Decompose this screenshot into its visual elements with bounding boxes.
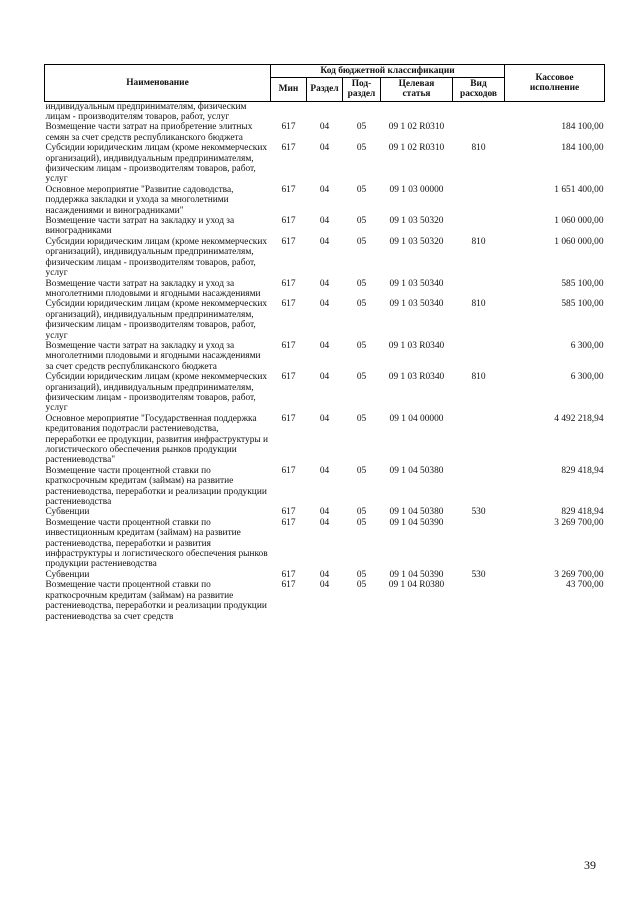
- cell-min: 617: [281, 299, 296, 310]
- cell-section: 04: [319, 507, 330, 518]
- table-row: [45, 466, 605, 508]
- cell-min: 617: [281, 216, 296, 227]
- cell-target: 09 1 02 R0310: [388, 143, 445, 154]
- cell-target: 09 1 04 50390: [389, 517, 444, 528]
- cell-expense-type: [453, 122, 505, 143]
- cell-name: Возмещение части процентной ставки по краткосрочным кредитам (займам) на развитие растениеводства, переработки и реализации продукции растениеводства за счет средств: [45, 580, 267, 622]
- cell-name: индивидуальным предпринимателям, физическим лицам - производителям товаров, работ, услуг: [45, 101, 247, 123]
- cell-name: Субвенции: [45, 569, 90, 580]
- cell-subsection: 05: [356, 278, 367, 289]
- cell-expense-type: [453, 185, 505, 216]
- cell-subsection: 05: [356, 465, 367, 476]
- cell-expense-type: 530: [471, 507, 486, 518]
- header-cash: Кассовое исполнение: [505, 65, 605, 102]
- cell-section: 04: [319, 580, 330, 591]
- cell-target: 09 1 04 50390: [389, 569, 444, 580]
- cell-amount: 184 100,00: [561, 122, 604, 133]
- cell-subsection: 05: [356, 372, 367, 383]
- cell-name: Возмещение части процентной ставки по краткосрочным кредитам (займам) на развитие растениеводства, переработки и реализации продукции растениеводства: [45, 465, 267, 508]
- cell-min: 617: [281, 517, 296, 528]
- cell-min: 617: [281, 465, 296, 476]
- cell-amount: 3 269 700,00: [554, 569, 604, 580]
- cell-expense-type: [453, 341, 505, 372]
- cell-expense-type: [453, 466, 505, 508]
- cell-min: 617: [281, 569, 296, 580]
- cell-target: 09 1 03 50340: [389, 278, 444, 289]
- cell-target: 09 1 03 00000: [389, 184, 444, 195]
- cell-min: 617: [281, 413, 296, 424]
- cell-min: 617: [281, 184, 296, 195]
- cell-section: 04: [319, 517, 330, 528]
- cell-min: 617: [281, 143, 296, 154]
- table-row: [45, 122, 605, 143]
- table-row: [45, 372, 605, 414]
- cell-amount: 4 492 218,94: [554, 413, 604, 424]
- cell-name: Возмещение части затрат на закладку и уход за многолетними плодовыми и ягодными насаждениями за счет средств республиканского бюджета: [45, 340, 261, 372]
- cell-amount: 829 418,94: [561, 465, 604, 476]
- cell-section: [307, 101, 343, 122]
- cell-expense-type: [453, 414, 505, 466]
- cell-section: 04: [319, 278, 330, 289]
- cell-section: 04: [319, 184, 330, 195]
- cell-name: Возмещение части затрат на закладку и уход за многолетними плодовыми и ягодными насаждениями: [45, 278, 261, 299]
- cell-name: Основное мероприятие "Развитие садоводства, поддержка закладки и ухода за многолетними насаждениями и виноградниками": [45, 184, 234, 216]
- cell-target: 09 1 04 00000: [389, 413, 444, 424]
- header-budget-code: Код бюджетной классификации: [271, 65, 505, 78]
- page-number: 39: [584, 858, 596, 872]
- cell-subsection: 05: [356, 236, 367, 247]
- table-row: [45, 570, 605, 580]
- cell-min: 617: [281, 372, 296, 383]
- cell-amount: 1 651 400,00: [554, 184, 604, 195]
- cell-section: 04: [319, 143, 330, 154]
- header-section: Раздел: [307, 78, 343, 101]
- table-row: [45, 341, 605, 372]
- budget-table: [44, 64, 605, 622]
- cell-min: 617: [281, 122, 296, 133]
- cell-expense-type: 810: [471, 299, 486, 310]
- cell-subsection: 05: [356, 299, 367, 310]
- cell-name: Субсидии юридическим лицам (кроме некоммерческих организаций), индивидуальным предпринимателям, физическим лицам - производителям товаров, работ, услуг: [45, 143, 268, 185]
- cell-section: 04: [319, 236, 330, 247]
- cell-min: 617: [281, 236, 296, 247]
- cell-section: 04: [319, 465, 330, 476]
- cell-min: 617: [281, 340, 296, 351]
- cell-name: Субсидии юридическим лицам (кроме некоммерческих организаций), индивидуальным предпринимателям, физическим лицам - производителям товаров, работ, услуг: [45, 372, 268, 414]
- cell-name: Субвенции: [45, 507, 90, 518]
- cell-name: Субсидии юридическим лицам (кроме некоммерческих организаций), индивидуальным предпринимателям, физическим лицам - производителям товаров, работ, услуг: [45, 236, 268, 279]
- table-body: [45, 101, 605, 622]
- cell-amount: 1 060 000,00: [554, 236, 604, 247]
- cell-section: 04: [319, 216, 330, 227]
- cell-subsection: 05: [356, 580, 367, 591]
- cell-expense-type: [453, 216, 505, 237]
- cell-name: Субсидии юридическим лицам (кроме некоммерческих организаций), индивидуальным предпринимателям, физическим лицам - производителям товаров, работ, услуг: [45, 299, 268, 341]
- cell-min: [271, 101, 307, 122]
- cell-expense-type: 810: [471, 372, 486, 383]
- cell-target: 09 1 04 R0380: [388, 580, 445, 591]
- cell-name: Возмещение части затрат на закладку и уход за виноградниками: [45, 216, 235, 237]
- cell-target: [381, 101, 453, 122]
- table-row: [45, 185, 605, 216]
- cell-amount: 184 100,00: [561, 143, 604, 154]
- cell-expense-type: [453, 518, 505, 570]
- cell-section: 04: [319, 340, 330, 351]
- cell-min: 617: [281, 278, 296, 289]
- cell-target: 09 1 02 R0310: [388, 122, 445, 133]
- cell-subsection: 05: [356, 122, 367, 133]
- table-row: [45, 299, 605, 341]
- header-min: Мин: [271, 78, 307, 101]
- cell-target: 09 1 03 50320: [389, 236, 444, 247]
- table-row: [45, 518, 605, 570]
- cell-amount: 3 269 700,00: [554, 517, 604, 528]
- header-target: Целевая статья: [381, 78, 453, 101]
- cell-amount: 43 700,00: [566, 580, 604, 591]
- cell-amount: [505, 101, 605, 122]
- table-row: [45, 507, 605, 517]
- cell-amount: 6 300,00: [570, 372, 604, 383]
- cell-subsection: 05: [356, 507, 367, 518]
- header-subsection: Под- раздел: [343, 78, 381, 101]
- cell-section: 04: [319, 569, 330, 580]
- cell-target: 09 1 03 R0340: [388, 372, 445, 383]
- cell-section: 04: [319, 122, 330, 133]
- header-name: Наименование: [45, 65, 271, 102]
- cell-expense-type: [453, 580, 505, 622]
- cell-subsection: 05: [356, 340, 367, 351]
- table-header: [45, 65, 605, 102]
- cell-subsection: 05: [356, 216, 367, 227]
- cell-expense-type: 810: [471, 143, 486, 154]
- table-row: [45, 216, 605, 237]
- cell-expense-type: 810: [471, 236, 486, 247]
- cell-amount: 6 300,00: [570, 340, 604, 351]
- cell-subsection: 05: [356, 517, 367, 528]
- cell-min: 617: [281, 580, 296, 591]
- cell-name: Основное мероприятие "Государственная поддержка кредитования подотрасли растениеводства, переработки ее продукции, развития инфраструктуры и логистического обеспечения рынков продукции растениеводства": [45, 413, 269, 466]
- cell-target: 09 1 03 50320: [389, 216, 444, 227]
- cell-amount: 829 418,94: [561, 507, 604, 518]
- cell-name: Возмещение части затрат на приобретение элитных семян за счет средств республиканского бюджета: [45, 122, 253, 143]
- table-row: [45, 414, 605, 466]
- cell-subsection: 05: [356, 413, 367, 424]
- cell-expense-type: [453, 101, 505, 122]
- table-row: [45, 580, 605, 622]
- cell-amount: 585 100,00: [561, 299, 604, 310]
- cell-target: 09 1 04 50380: [389, 465, 444, 476]
- cell-min: 617: [281, 507, 296, 518]
- cell-section: 04: [319, 413, 330, 424]
- cell-subsection: [343, 101, 381, 122]
- cell-section: 04: [319, 299, 330, 310]
- cell-expense-type: [453, 279, 505, 300]
- cell-target: 09 1 04 50380: [389, 507, 444, 518]
- cell-subsection: 05: [356, 143, 367, 154]
- cell-section: 04: [319, 372, 330, 383]
- cell-amount: 1 060 000,00: [554, 216, 604, 227]
- cell-amount: 585 100,00: [561, 278, 604, 289]
- cell-target: 09 1 03 R0340: [388, 340, 445, 351]
- table-row: [45, 279, 605, 300]
- table-row: [45, 143, 605, 185]
- cell-subsection: 05: [356, 569, 367, 580]
- cell-expense-type: 530: [471, 569, 486, 580]
- cell-subsection: 05: [356, 184, 367, 195]
- table-row: [45, 101, 605, 122]
- table-row: [45, 237, 605, 279]
- cell-name: Возмещение части процентной ставки по инвестиционным кредитам (займам) на развитие растениеводства, переработки и развития инфраструктуры и логистического обеспечения рынков продукции растениеводства: [45, 517, 268, 570]
- cell-target: 09 1 03 50340: [389, 299, 444, 310]
- header-expense-type: Вид расходов: [453, 78, 505, 101]
